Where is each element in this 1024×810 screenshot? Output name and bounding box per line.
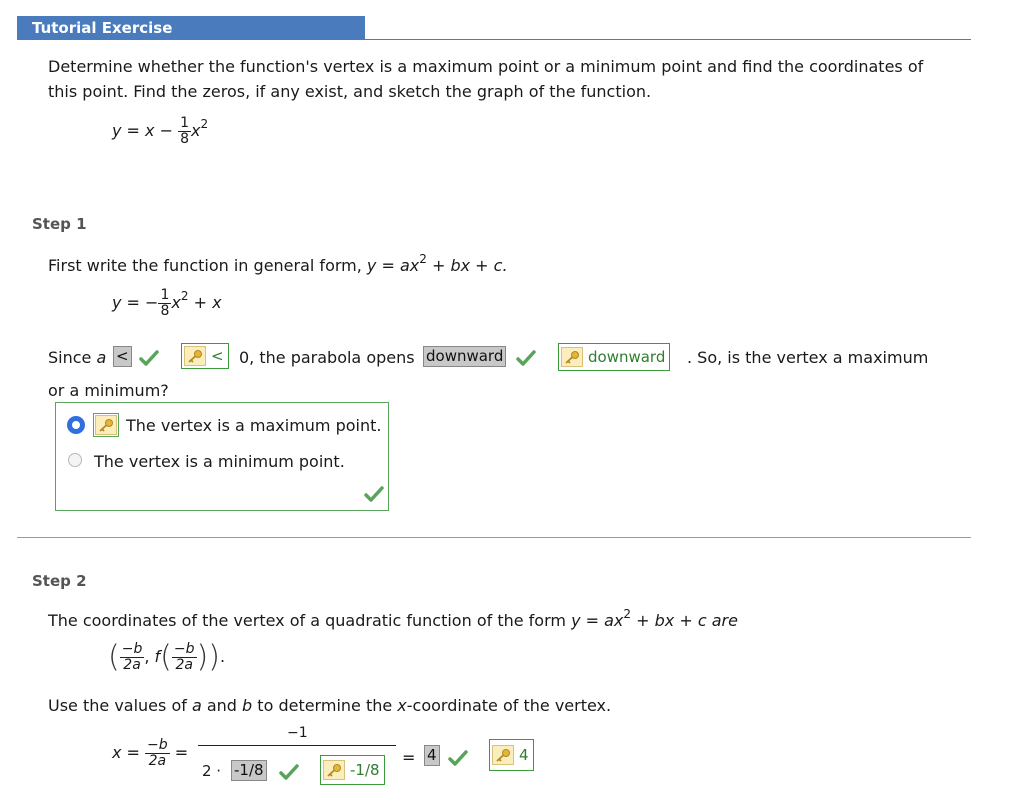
step1-intro-exp: 2 — [419, 252, 427, 266]
use-and: and — [201, 696, 243, 715]
step2-intro-rest: + bx + c are — [631, 611, 738, 630]
eq-frac-den: 8 — [180, 131, 190, 147]
problem-equation — [112, 116, 208, 147]
vf-num2: −b — [173, 641, 195, 657]
use-x: x — [397, 696, 407, 715]
eq-fraction — [178, 116, 191, 147]
calc-eq1: = — [121, 743, 146, 762]
key1-value: < — [211, 347, 224, 365]
use-values-text — [48, 696, 611, 715]
calc-eq2: = — [169, 743, 189, 762]
key-answer-x[interactable] — [489, 739, 534, 771]
paren-close: ) — [208, 639, 220, 675]
calc-num: −b — [147, 737, 168, 753]
calc-fraction-bar — [198, 745, 396, 746]
vertex-question-text: . So, is the vertex a maximum — [687, 348, 929, 367]
check-icon — [515, 349, 537, 367]
option-maximum-label[interactable]: The vertex is a maximum point. — [126, 416, 382, 435]
eq-equals: = — [121, 121, 146, 140]
radio-minimum[interactable] — [68, 453, 82, 467]
vf-period: . — [219, 647, 226, 666]
step2-intro-exp: 2 — [623, 607, 632, 621]
key-answer-a[interactable] — [320, 755, 385, 785]
use-text-3: -coordinate of the vertex. — [406, 696, 612, 715]
header-rule — [17, 39, 971, 40]
key-icon — [95, 415, 117, 435]
key-answer-inequality[interactable] — [181, 343, 229, 369]
eq-x: x — [145, 121, 155, 140]
vf-frac2 — [172, 642, 197, 673]
since-a: a — [96, 348, 107, 367]
s1eq-rest: + x — [188, 293, 222, 312]
calc-big-num: −1 — [287, 725, 308, 741]
step2-title: Step 2 — [32, 572, 87, 590]
key-icon — [561, 347, 583, 367]
s1eq-x: x — [171, 293, 181, 312]
s1eq-den: 8 — [160, 303, 170, 319]
key-option-maximum[interactable] — [93, 413, 119, 437]
use-text-2: to determine the — [252, 696, 398, 715]
calc-lhs — [112, 738, 188, 769]
step2-intro-eq: y = ax — [571, 611, 624, 630]
check-icon — [278, 763, 300, 781]
since-text: Since — [48, 348, 97, 367]
eq-x2: x — [191, 121, 201, 140]
step2-intro — [48, 607, 738, 630]
s1eq-y: y — [112, 293, 122, 312]
s1eq-eq: = − — [121, 293, 159, 312]
check-icon — [363, 485, 385, 503]
eq-minus: − — [154, 121, 179, 140]
problem-text-line2: this point. Find the zeros, if any exist, and sketch the graph of the function. — [48, 82, 652, 101]
vf-num1: −b — [121, 641, 143, 657]
vf-comma: , — [144, 647, 150, 666]
use-text-1: Use the values of — [48, 696, 192, 715]
paren-close2: ) — [196, 639, 209, 675]
key-x-value: 4 — [519, 746, 529, 764]
key-answer-direction[interactable] — [558, 343, 670, 371]
s1eq-fraction — [158, 288, 171, 319]
eq-exp: 2 — [200, 117, 209, 131]
exercise-header: Tutorial Exercise — [17, 16, 365, 40]
key-icon — [184, 346, 206, 366]
calc-frac — [145, 738, 170, 769]
step1-intro-text: First write the function in general form, — [48, 256, 367, 275]
vf-f: f — [154, 647, 161, 666]
answer-direction[interactable]: downward — [423, 346, 506, 367]
answer-inequality[interactable]: < — [113, 346, 132, 367]
option-minimum-label[interactable]: The vertex is a minimum point. — [94, 452, 345, 471]
step1-intro-rest: + bx + c. — [426, 256, 508, 275]
step1-intro — [48, 252, 508, 275]
use-b: b — [242, 696, 253, 715]
calc-eq3: = — [402, 748, 416, 767]
step-separator — [17, 537, 971, 538]
calc-x: x — [112, 743, 122, 762]
since-label — [48, 348, 106, 367]
parabola-opens-text: 0, the parabola opens — [239, 348, 415, 367]
vf-frac1 — [120, 642, 145, 673]
problem-text-line1: Determine whether the function's vertex is a maximum point or a minimum point and find the coordinates of — [48, 57, 924, 76]
key-icon — [492, 745, 514, 765]
step1-intro-eq: y = ax — [366, 256, 420, 275]
step1-equation — [112, 288, 222, 319]
vf-den1: 2a — [120, 657, 145, 673]
use-a: a — [191, 696, 202, 715]
key2-value: downward — [588, 348, 666, 366]
vertex-formula — [108, 639, 226, 675]
calc-two: 2 · — [202, 762, 222, 780]
step2-intro-text: The coordinates of the vertex of a quadratic function of the form — [48, 611, 572, 630]
eq-y: y — [112, 121, 122, 140]
check-icon — [138, 349, 160, 367]
check-icon — [447, 749, 469, 767]
paren-open: ( — [108, 639, 120, 675]
s1eq-num: 1 — [160, 287, 170, 303]
answer-x-value[interactable]: 4 — [424, 745, 440, 766]
paren-open2: ( — [160, 639, 172, 675]
key-a-value: -1/8 — [350, 761, 380, 779]
vertex-question-line2: or a minimum? — [48, 381, 169, 400]
key-icon — [323, 760, 345, 780]
calc-den: 2a — [145, 753, 170, 769]
answer-a-value[interactable]: -1/8 — [231, 760, 267, 781]
step1-title: Step 1 — [32, 215, 87, 233]
eq-frac-num: 1 — [180, 115, 190, 131]
vf-den2: 2a — [172, 657, 197, 673]
s1eq-exp: 2 — [180, 289, 189, 303]
radio-maximum[interactable] — [68, 417, 84, 433]
